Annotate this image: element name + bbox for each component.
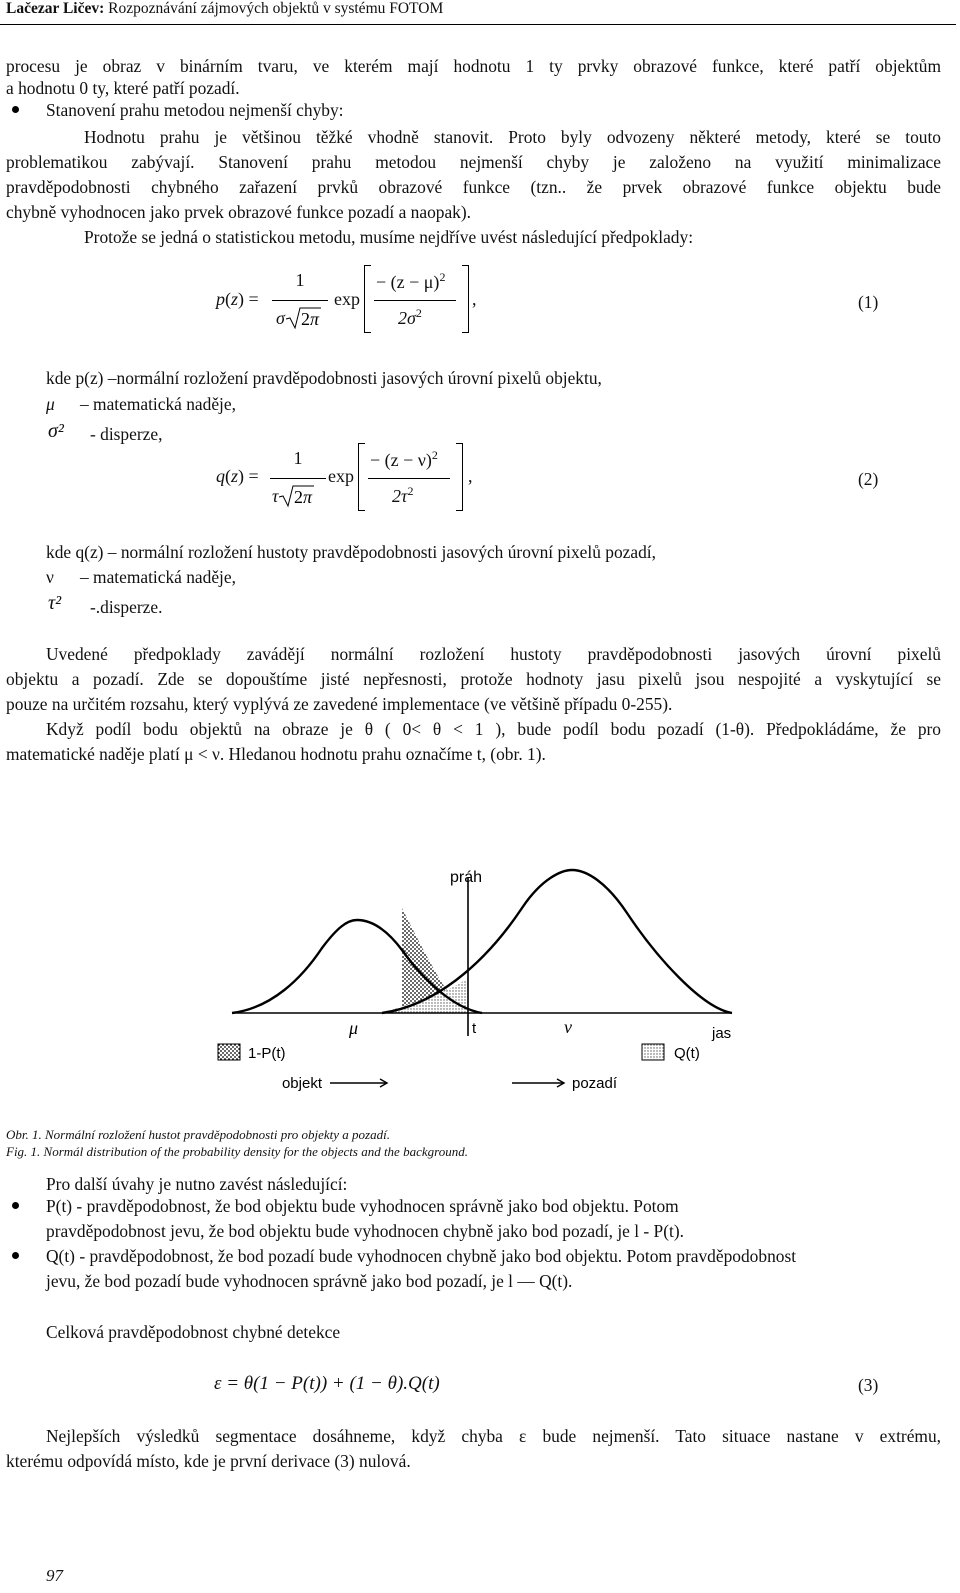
para2-line3: pravděpodobnosti chybného zařazení prvků obrazové funkce (tzn.. že prvek obrazové funkce objektu bude xyxy=(6,177,941,197)
sqrt-icon xyxy=(278,484,314,508)
para7-line2: kterému odpovídá místo, kde je první derivace (3) nulová. xyxy=(6,1451,411,1471)
para1-line2: a hodnotu 0 ty, které patří pozadí. xyxy=(6,78,240,98)
svg-text:2π: 2π xyxy=(294,487,313,507)
header-title: Rozpoznávání zájmových objektů v systému FOTOM xyxy=(104,0,444,17)
eq1-fraction-bar xyxy=(272,300,328,301)
bullet2a-line1: P(t) - pravděpodobnost, že bod objektu bude vyhodnocen správně jako bod objektu. Potom xyxy=(46,1196,679,1216)
def2-tau-text: -.disperze. xyxy=(90,597,163,617)
para6: Celková pravděpodobnost chybné detekce xyxy=(46,1322,341,1342)
eq2-inner-num: − $(z - \nu)^2$ xyxy=(370,448,438,470)
eq1-comma: , xyxy=(472,289,477,309)
fig-label-objekt: objekt xyxy=(281,1075,322,1092)
para7-line1: Nejlepších výsledků segmentace dosáhneme, když chyba ε bude nejmenší. Tato situace nastane v extrému, xyxy=(46,1426,941,1446)
fig-label-t: t xyxy=(472,1020,477,1037)
eq1-bracket-right xyxy=(462,265,469,333)
def1-mu-symbol: μ xyxy=(46,394,55,414)
bullet2b-line2: jevu, že bod pozadí bude vyhodnocen správně jako bod pozadí, je l — Q(t). xyxy=(46,1271,573,1291)
eq2-comma: , xyxy=(468,466,473,486)
para4-line3: pouze na určitém rozsahu, který vyplývá ze zavedené implementace (ve většině případu 0-255). xyxy=(6,694,673,714)
def2-nu-symbol: ν xyxy=(46,567,54,587)
fig-legend-object: 1-P(t) xyxy=(248,1045,286,1062)
normal-distribution-figure xyxy=(212,858,752,1098)
eq2-lhs: q(z) = xyxy=(216,466,259,486)
eq1-inner-num: − $(z - \mu)^2$ xyxy=(376,270,446,292)
eq1-number: (1) xyxy=(858,292,879,312)
caption-en: Fig. 1. Normál distribution of the probability density for the objects and the background. xyxy=(6,1144,468,1159)
equation-1 xyxy=(0,260,960,340)
running-header xyxy=(6,0,443,18)
para3: Protože se jedná o statistickou metodu, musíme nejdříve uvést následující předpoklady: xyxy=(84,227,694,247)
equation-3: ε = θ(1 − P(t)) + (1 − θ).Q(t) xyxy=(214,1373,440,1394)
header-author: Lačezar Ličev: xyxy=(6,0,105,17)
fig-label-nu: ν xyxy=(564,1017,572,1037)
svg-text:2π: 2π xyxy=(300,309,319,329)
eq1-num: 1 xyxy=(295,270,305,290)
para4-line4: Když podíl bodu objektů na obraze je θ ( 0< θ < 1 ), bude podíl bodu pozadí (1-θ). Předpokládáme, že pro xyxy=(46,719,941,739)
bullet-dot xyxy=(12,1252,19,1259)
fig-label-mu: μ xyxy=(349,1018,359,1038)
eq2-fraction-bar xyxy=(270,478,326,479)
def2-nu-text: – matematická naděje, xyxy=(80,567,236,587)
bullet2a-line2: pravděpodobnost jevu, že bod objektu bude vyhodnocen chybně jako bod pozadí, je l - P(t). xyxy=(46,1221,684,1241)
eq1-lhs: p(z) = xyxy=(216,289,259,309)
sqrt-icon xyxy=(285,306,321,330)
eq2-inner-bar xyxy=(368,478,450,479)
eq2-exp: exp xyxy=(328,466,354,486)
bullet-dot xyxy=(12,1202,19,1209)
def2-line: kde q(z) – normální rozložení hustoty pravděpodobnosti jasových úrovní pixelů pozadí, xyxy=(46,542,656,562)
para5: Pro další úvahy je nutno zavést následující: xyxy=(46,1174,348,1194)
eq2-num: 1 xyxy=(293,448,303,468)
header-rule xyxy=(0,24,956,25)
bullet1-text: Stanovení prahu metodou nejmenší chyby: xyxy=(46,100,344,120)
eq3-number: (3) xyxy=(858,1375,879,1395)
para4-line1: Uvedené předpoklady zavádějí normální rozložení hustoty pravděpodobnosti jasových úrovní pixelů xyxy=(46,644,941,664)
para2-line1: Hodnotu prahu je většinou těžké vhodně stanovit. Proto byly odvozeny některé metody, které se touto xyxy=(84,127,941,147)
fig-label-jas: jas xyxy=(712,1025,732,1042)
para4-line5: matematické naděje platí μ < ν. Hledanou hodnotu prahu označíme t, (obr. 1). xyxy=(6,744,546,764)
fig-label-prah: práh xyxy=(450,869,483,886)
equation-2 xyxy=(0,438,960,518)
def1-mu-text: – matematická naděje, xyxy=(80,394,236,414)
para2-line4: chybně vyhodnocen jako prvek obrazové funkce pozadí a naopak). xyxy=(6,202,472,222)
bullet-dot xyxy=(12,106,19,113)
para2-line2: problematikou zabývají. Stanovení prahu metodou nejmenší chyby je založeno na využití minimalizace xyxy=(6,152,941,172)
eq1-exp: exp xyxy=(334,289,360,309)
para1-line1: procesu je obraz v binárním tvaru, ve kterém mají hodnotu 1 ty prvky obrazové funkce, které patří objektům xyxy=(6,56,941,76)
eq1-den: σ 2π xyxy=(276,308,319,329)
bullet2b-line1: Q(t) - pravděpodobnost, že bod pozadí bude vyhodnocen chybně jako bod objektu. Potom pravděpodobnost xyxy=(46,1246,797,1266)
eq2-bracket-left xyxy=(358,443,365,511)
eq1-inner-den: $2\sigma^2$ xyxy=(398,306,422,328)
caption-cz: Obr. 1. Normální rozložení hustot pravděpodobnosti pro objekty a pozadí. xyxy=(6,1127,390,1142)
legend-swatch-object xyxy=(218,1044,240,1060)
fig-label-pozadi: pozadí xyxy=(572,1075,618,1092)
def1-sigma-text: - disperze, xyxy=(90,424,163,444)
def1-sigma-symbol: σ² xyxy=(48,420,64,442)
eq2-number: (2) xyxy=(858,469,879,489)
legend-swatch-background xyxy=(642,1044,664,1060)
def1-line: kde p(z) –normální rozložení pravděpodobnosti jasových úrovní pixelů objektu, xyxy=(46,368,602,388)
eq2-bracket-right xyxy=(456,443,463,511)
eq1-bracket-left xyxy=(364,265,371,333)
eq2-den: τ 2π xyxy=(272,486,313,507)
eq2-inner-den: $2\tau^2$ xyxy=(392,484,414,506)
eq1-inner-bar xyxy=(374,300,456,301)
page-number: 97 xyxy=(46,1566,63,1585)
para4-line2: objektu a pozadí. Zde se dopouštíme jisté nepřesnosti, protože hodnoty jasu pixelů jsou nespojité a vyskytující se xyxy=(6,669,941,689)
def2-tau-symbol: τ² xyxy=(48,592,62,614)
fig-legend-background: Q(t) xyxy=(674,1045,700,1062)
